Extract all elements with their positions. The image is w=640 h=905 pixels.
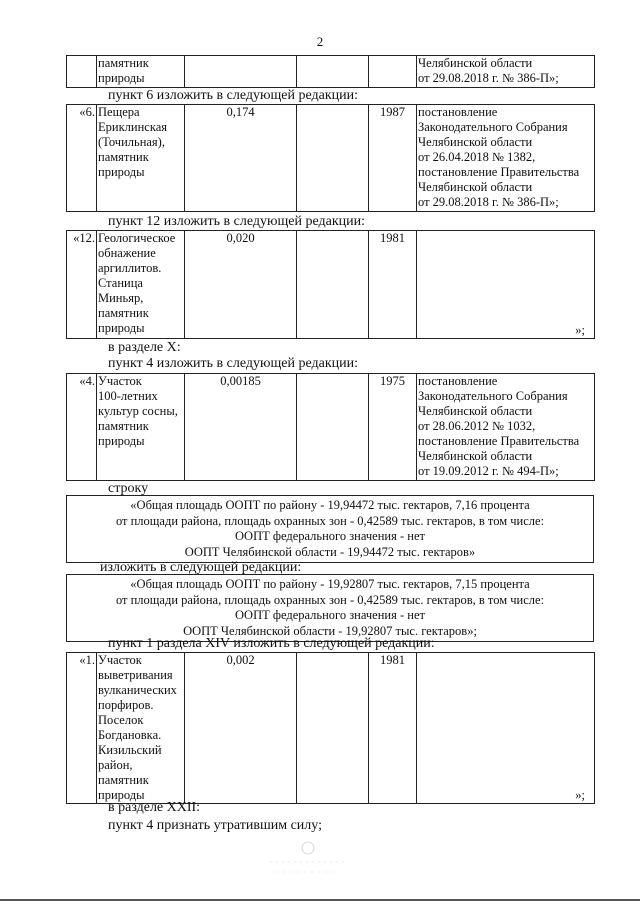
- num-cell: «4.: [67, 374, 97, 481]
- bottom-scan-edge: [0, 899, 640, 901]
- name-cell: Участок 100-летних культур сосны, памятник природы: [97, 374, 185, 481]
- section-heading: в разделе XXII:: [108, 800, 201, 815]
- table-row4: [66, 373, 595, 481]
- table-row: [67, 56, 595, 88]
- num-cell: «12.: [67, 231, 97, 339]
- instruction-heading: пункт 1 раздела XIV изложить в следующей редакции:: [108, 636, 435, 651]
- area-cell: 0,020: [185, 231, 297, 339]
- doc-cell: »;: [417, 231, 595, 339]
- area-cell: 0,002: [185, 653, 297, 804]
- quoted-new-text-box: «Общая площадь ООПТ по району - 19,92807 тыс. гектаров, 7,15 процента от площади района, площадь охранных зон - 0,42589 тыс. гектаров, в том числе: ООПТ федерального значения - нет ООПТ Челябинской области - 19,92807 тыс. гектаров»;: [66, 574, 594, 642]
- instruction-heading: строку: [108, 481, 149, 496]
- instruction-heading: изложить в следующей редакции:: [100, 560, 302, 575]
- page-number: 2: [316, 34, 324, 49]
- faint-seal-mark: [262, 840, 352, 880]
- area-cell: 0,00185: [185, 374, 297, 481]
- name-cell: Пещера Ериклинская (Точильная), памятник природы: [97, 105, 185, 212]
- doc-cell: Челябинской области от 29.08.2018 г. № 386-П»;: [417, 56, 595, 88]
- table-row: [67, 105, 595, 212]
- instruction-heading: пункт 4 изложить в следующей редакции:: [108, 356, 358, 371]
- year-cell: 1981: [369, 653, 417, 804]
- num-cell: «6.: [67, 105, 97, 212]
- num-cell: «1.: [67, 653, 97, 804]
- table-top-continuation: [66, 55, 595, 88]
- name-cell: Геологическое обнажение аргиллитов. Станица Миньяр, памятник природы: [97, 231, 185, 339]
- table-row: [67, 231, 595, 339]
- doc-cell: »;: [417, 653, 595, 804]
- quoted-old-text-box: «Общая площадь ООПТ по району - 19,94472 тыс. гектаров, 7,16 процента от площади района, площадь охранных зон - 0,42589 тыс. гектаров, в том числе: ООПТ федерального значения - нет ООПТ Челябинской области - 19,94472 тыс. гектаров»: [66, 495, 594, 563]
- doc-cell: постановление Законодательного Собрания Челябинской области от 28.06.2012 № 1032, постановление Правительства Челябинской области от 19.09.2012 г. № 494-П»;: [417, 374, 595, 481]
- section-heading: в разделе X:: [108, 340, 181, 355]
- area-cell: 0,174: [185, 105, 297, 212]
- instruction-heading: пункт 4 признать утратившим силу;: [108, 818, 322, 833]
- year-cell: 1987: [369, 105, 417, 212]
- instruction-heading: пункт 6 изложить в следующей редакции:: [108, 88, 358, 103]
- instruction-heading: пункт 12 изложить в следующей редакции:: [108, 214, 365, 229]
- table-row: [67, 653, 595, 804]
- table-row12: [66, 230, 595, 339]
- year-cell: 1981: [369, 231, 417, 339]
- table-row1: [66, 652, 595, 804]
- doc-cell: постановление Законодательного Собрания Челябинской области от 26.04.2018 № 1382, постановление Правительства Челябинской области от 29.08.2018 г. № 386-П»;: [417, 105, 595, 212]
- name-cell: памятник природы: [97, 56, 185, 88]
- table-row6: [66, 104, 595, 212]
- year-cell: 1975: [369, 374, 417, 481]
- name-cell: Участок выветривания вулканических порфиров. Поселок Богдановка. Кизильский район, памятник природы: [97, 653, 185, 804]
- table-row: [67, 374, 595, 481]
